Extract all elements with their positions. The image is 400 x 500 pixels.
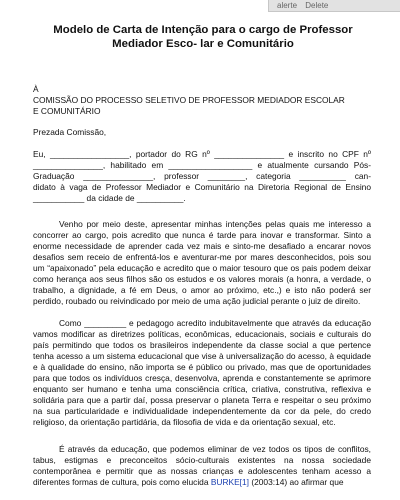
identification-line: Eu, _________________, portador do RG nº _______________ e inscrito no CPF nº (33, 149, 371, 159)
paragraph-text: É através da educação, que podemos eliminar de vez todos os tipos de conflitos, tabus, estigmas e preconceitos sócio-culturais existentes na nossa sociedade contemporânea e permitir que as nossas crianças e adolescentes tenham acesso a diferentes formas de cultura, pois como elucida (33, 444, 371, 487)
commission-line: E COMUNITÁRIO (33, 106, 101, 116)
identification-line: Graduação _______________, professor ________, categoria __________ can- (33, 171, 371, 181)
paragraph-text: (2003:14) ao afirmar que (249, 477, 344, 487)
delete-link[interactable]: Delete (305, 1, 329, 10)
identification-line: didato à vaga de Professor Mediador e Comunitário na Diretoria Regional de Ensino (33, 182, 371, 192)
paragraph-education-beliefs: Como _________ e pedagogo acredito indubitavelmente que através da educação vamos modificar as diretrizes políticas, econômicas, educacionais, sociais e culturais do país permitindo que todos os brasileiros independente da classe social a que pertence tenha acesso a um sistema educacional que vise à universalização do acesso, à equidade e à qualidade do ensino, não importa se é público ou privado, mas que de oportunidades para que todos os indivíduos cresça, desenvolva, aprenda e constantemente se aprimore enquanto ser humano e tenha uma consciência crítica, criativa, construtiva, reflexiva e solidária para que a partir daí, possa preservar o planeta Terra e respeitar o seu próximo na sua particularidade e individualidade independentemente da cor da pele, do credo religioso, da orientação partidária, da filosofia de vida e da orientação sexual, etc. (33, 318, 371, 427)
document-title: Modelo de Carta de Intenção para o cargo de Professor Mediador Esco- lar e Comunitário (53, 24, 353, 50)
footnote-link[interactable]: BURKE[1] (210, 477, 249, 487)
recipient-a: À (33, 84, 39, 94)
commission-line: COMISSÃO DO PROCESSO SELETIVO DE PROFESSOR MEDIADOR ESCOLAR (33, 95, 345, 105)
toolbar-alert-label: alerte (277, 1, 298, 10)
paragraph-intentions: Venho por meio deste, apresentar minhas intenções pelas quais me interesso a concorrer ao cargo, pois acredito que nunca é tarde para inovar e transformar. Sinto a enorme necessidade de aprender cada vez mais e sinto-me desafiado a encarar novos desafios sem receio de enfrentá-los e aventurar-me por mares desconhecidos, pois sou um “apaixonado” pela educação e acredito que o maior tesouro que os pais podem deixar como herança aos seus filhos são os estudos e os valores morais (a honra, a verdade, o trabalho, a dignidade, a fé em Deus, o amor ao próximo, etc.,) e isto não poderá ser perdido, roubado ou reivindicado por meio de uma ação judicial perante o juiz de direito. (33, 219, 371, 306)
salutation: Prezada Comissão, (33, 127, 107, 137)
toolbar-fragment (268, 0, 400, 12)
identification-line: _______________, habilitado em __________________ e atualmente cursando Pós- (33, 160, 371, 170)
recipient-commission (33, 95, 371, 117)
identification-line: ___________ da cidade de __________. (33, 193, 186, 203)
identification-block (33, 149, 371, 204)
paragraph-education-conflicts (33, 444, 371, 488)
